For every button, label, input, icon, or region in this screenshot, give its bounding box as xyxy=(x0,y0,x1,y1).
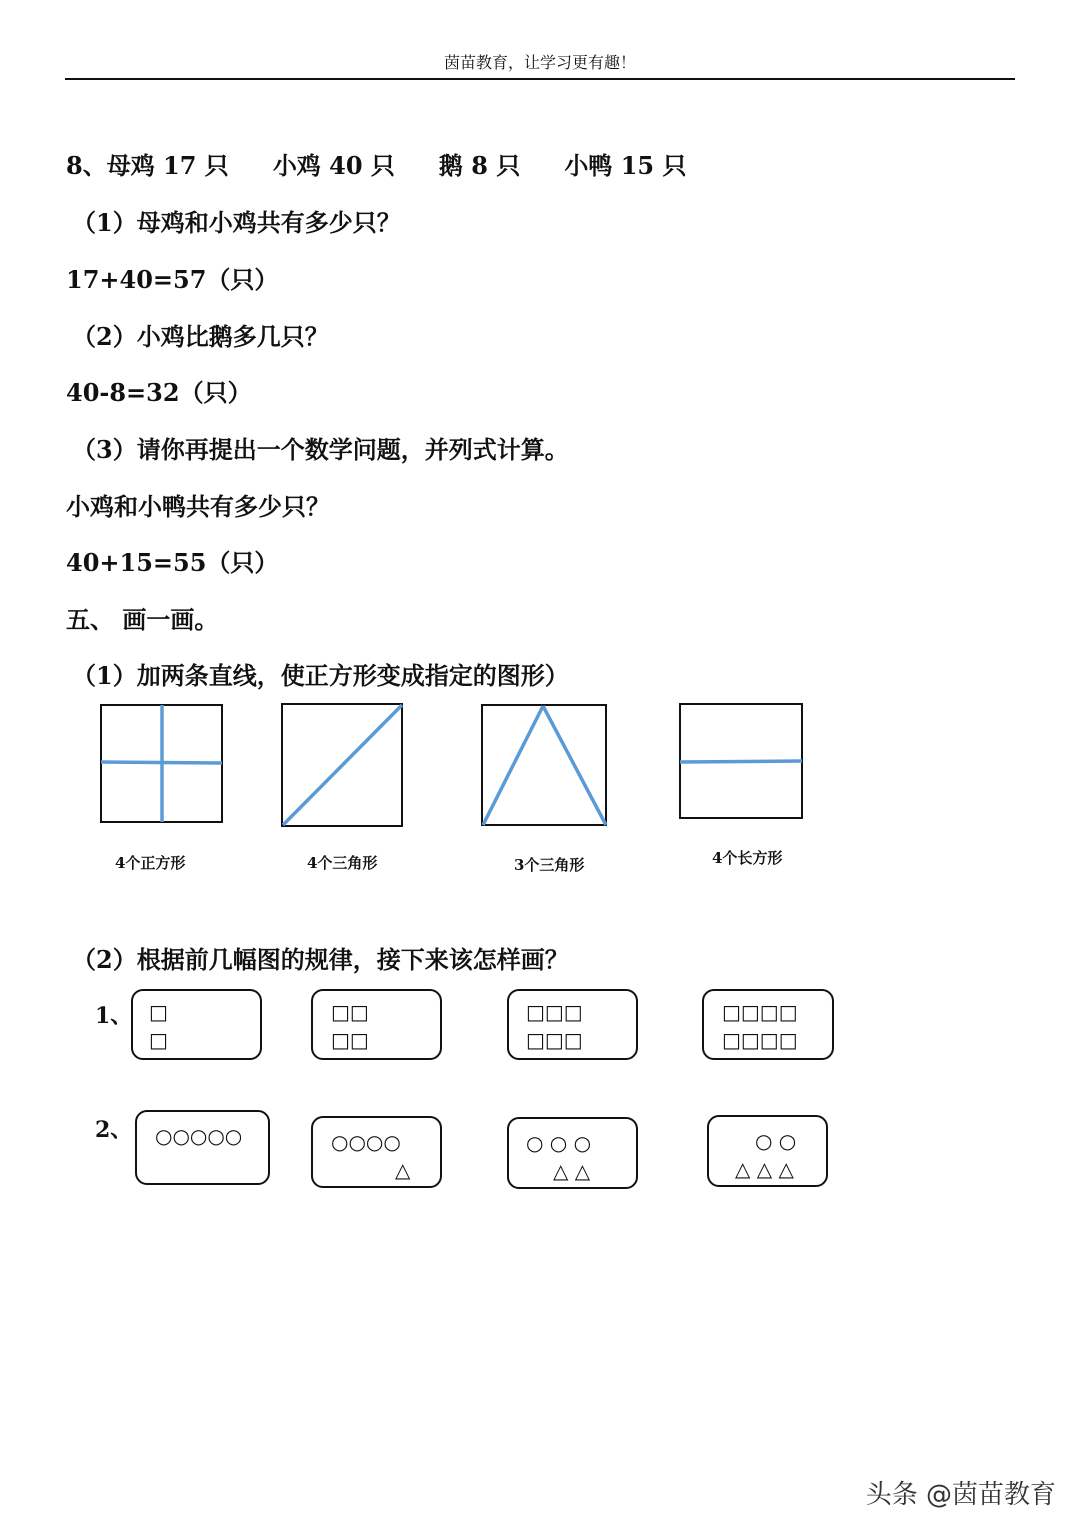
circle-shapes: ○ ○ xyxy=(755,1129,797,1153)
blue-line xyxy=(543,706,606,825)
circle-shapes: ○○○○ xyxy=(331,1130,401,1154)
square-shapes: □ xyxy=(149,1000,168,1024)
pattern-box xyxy=(507,989,638,1060)
square-shapes: □□□□ xyxy=(722,1000,798,1024)
blue-line xyxy=(283,705,402,825)
pattern-box xyxy=(707,1115,828,1187)
pattern-box xyxy=(507,1117,638,1189)
item-chick: 小鸡 40 只 xyxy=(272,151,395,180)
triangle-shapes: △ △ △ xyxy=(735,1157,794,1181)
pattern-box xyxy=(311,1116,442,1188)
answer-2: 40-8=32（只） xyxy=(66,378,252,407)
circle-shapes: ○ ○ ○ xyxy=(526,1131,592,1155)
square-shapes: □□ xyxy=(331,1028,369,1052)
square-shapes: □□□□ xyxy=(722,1028,798,1052)
caption-4: 4个长方形 xyxy=(712,849,783,867)
square-3 xyxy=(482,705,606,825)
caption-3: 3个三角形 xyxy=(514,856,585,874)
blue-line xyxy=(101,762,222,763)
sub-question-3: （3）请你再提出一个数学问题，并列式计算。 xyxy=(72,435,569,464)
circle-shapes: ○○○○○ xyxy=(155,1124,243,1148)
question-number: 8、 xyxy=(66,151,107,180)
pattern-box xyxy=(311,989,442,1060)
caption-2: 4个三角形 xyxy=(307,854,378,872)
pattern-box xyxy=(702,989,834,1060)
item-goose: 鹅 8 只 xyxy=(438,151,521,180)
row-1-label: 1、 xyxy=(95,1003,133,1029)
pattern-box xyxy=(135,1110,270,1185)
item-hen: 母鸡 17 只 xyxy=(106,151,229,180)
page-header: 茵苗教育，让学习更有趣！ xyxy=(443,53,636,72)
square-shapes: □□ xyxy=(331,1000,369,1024)
part-1-instruction: （1）加两条直线，使正方形变成指定的图形） xyxy=(72,661,569,690)
square-shapes: □ xyxy=(149,1028,168,1052)
blue-line xyxy=(680,761,802,762)
sub-question-2: （2）小鸡比鹅多几只？ xyxy=(72,322,329,351)
triangle-shapes: △ △ xyxy=(553,1159,591,1183)
pattern-box xyxy=(131,989,262,1060)
triangle-shapes: △ xyxy=(395,1158,411,1182)
section-5-title: 五、 画一画。 xyxy=(66,605,219,634)
caption-1: 4个正方形 xyxy=(115,854,186,872)
sub-question-1: （1）母鸡和小鸡共有多少只？ xyxy=(72,208,401,237)
watermark: 头条 @茵苗教育 xyxy=(865,1480,1056,1510)
square-shapes: □□□ xyxy=(526,1028,583,1052)
item-duckling: 小鸭 15 只 xyxy=(564,151,687,180)
answer-1: 17+40=57（只） xyxy=(66,265,279,294)
square-shapes: □□□ xyxy=(526,1000,583,1024)
part-2-instruction: （2）根据前几幅图的规律，接下来该怎样画？ xyxy=(72,945,569,974)
row-2-label: 2、 xyxy=(95,1117,133,1143)
proposed-question: 小鸡和小鸭共有多少只？ xyxy=(66,492,330,521)
answer-3: 40+15=55（只） xyxy=(66,548,279,577)
blue-line xyxy=(483,706,543,825)
